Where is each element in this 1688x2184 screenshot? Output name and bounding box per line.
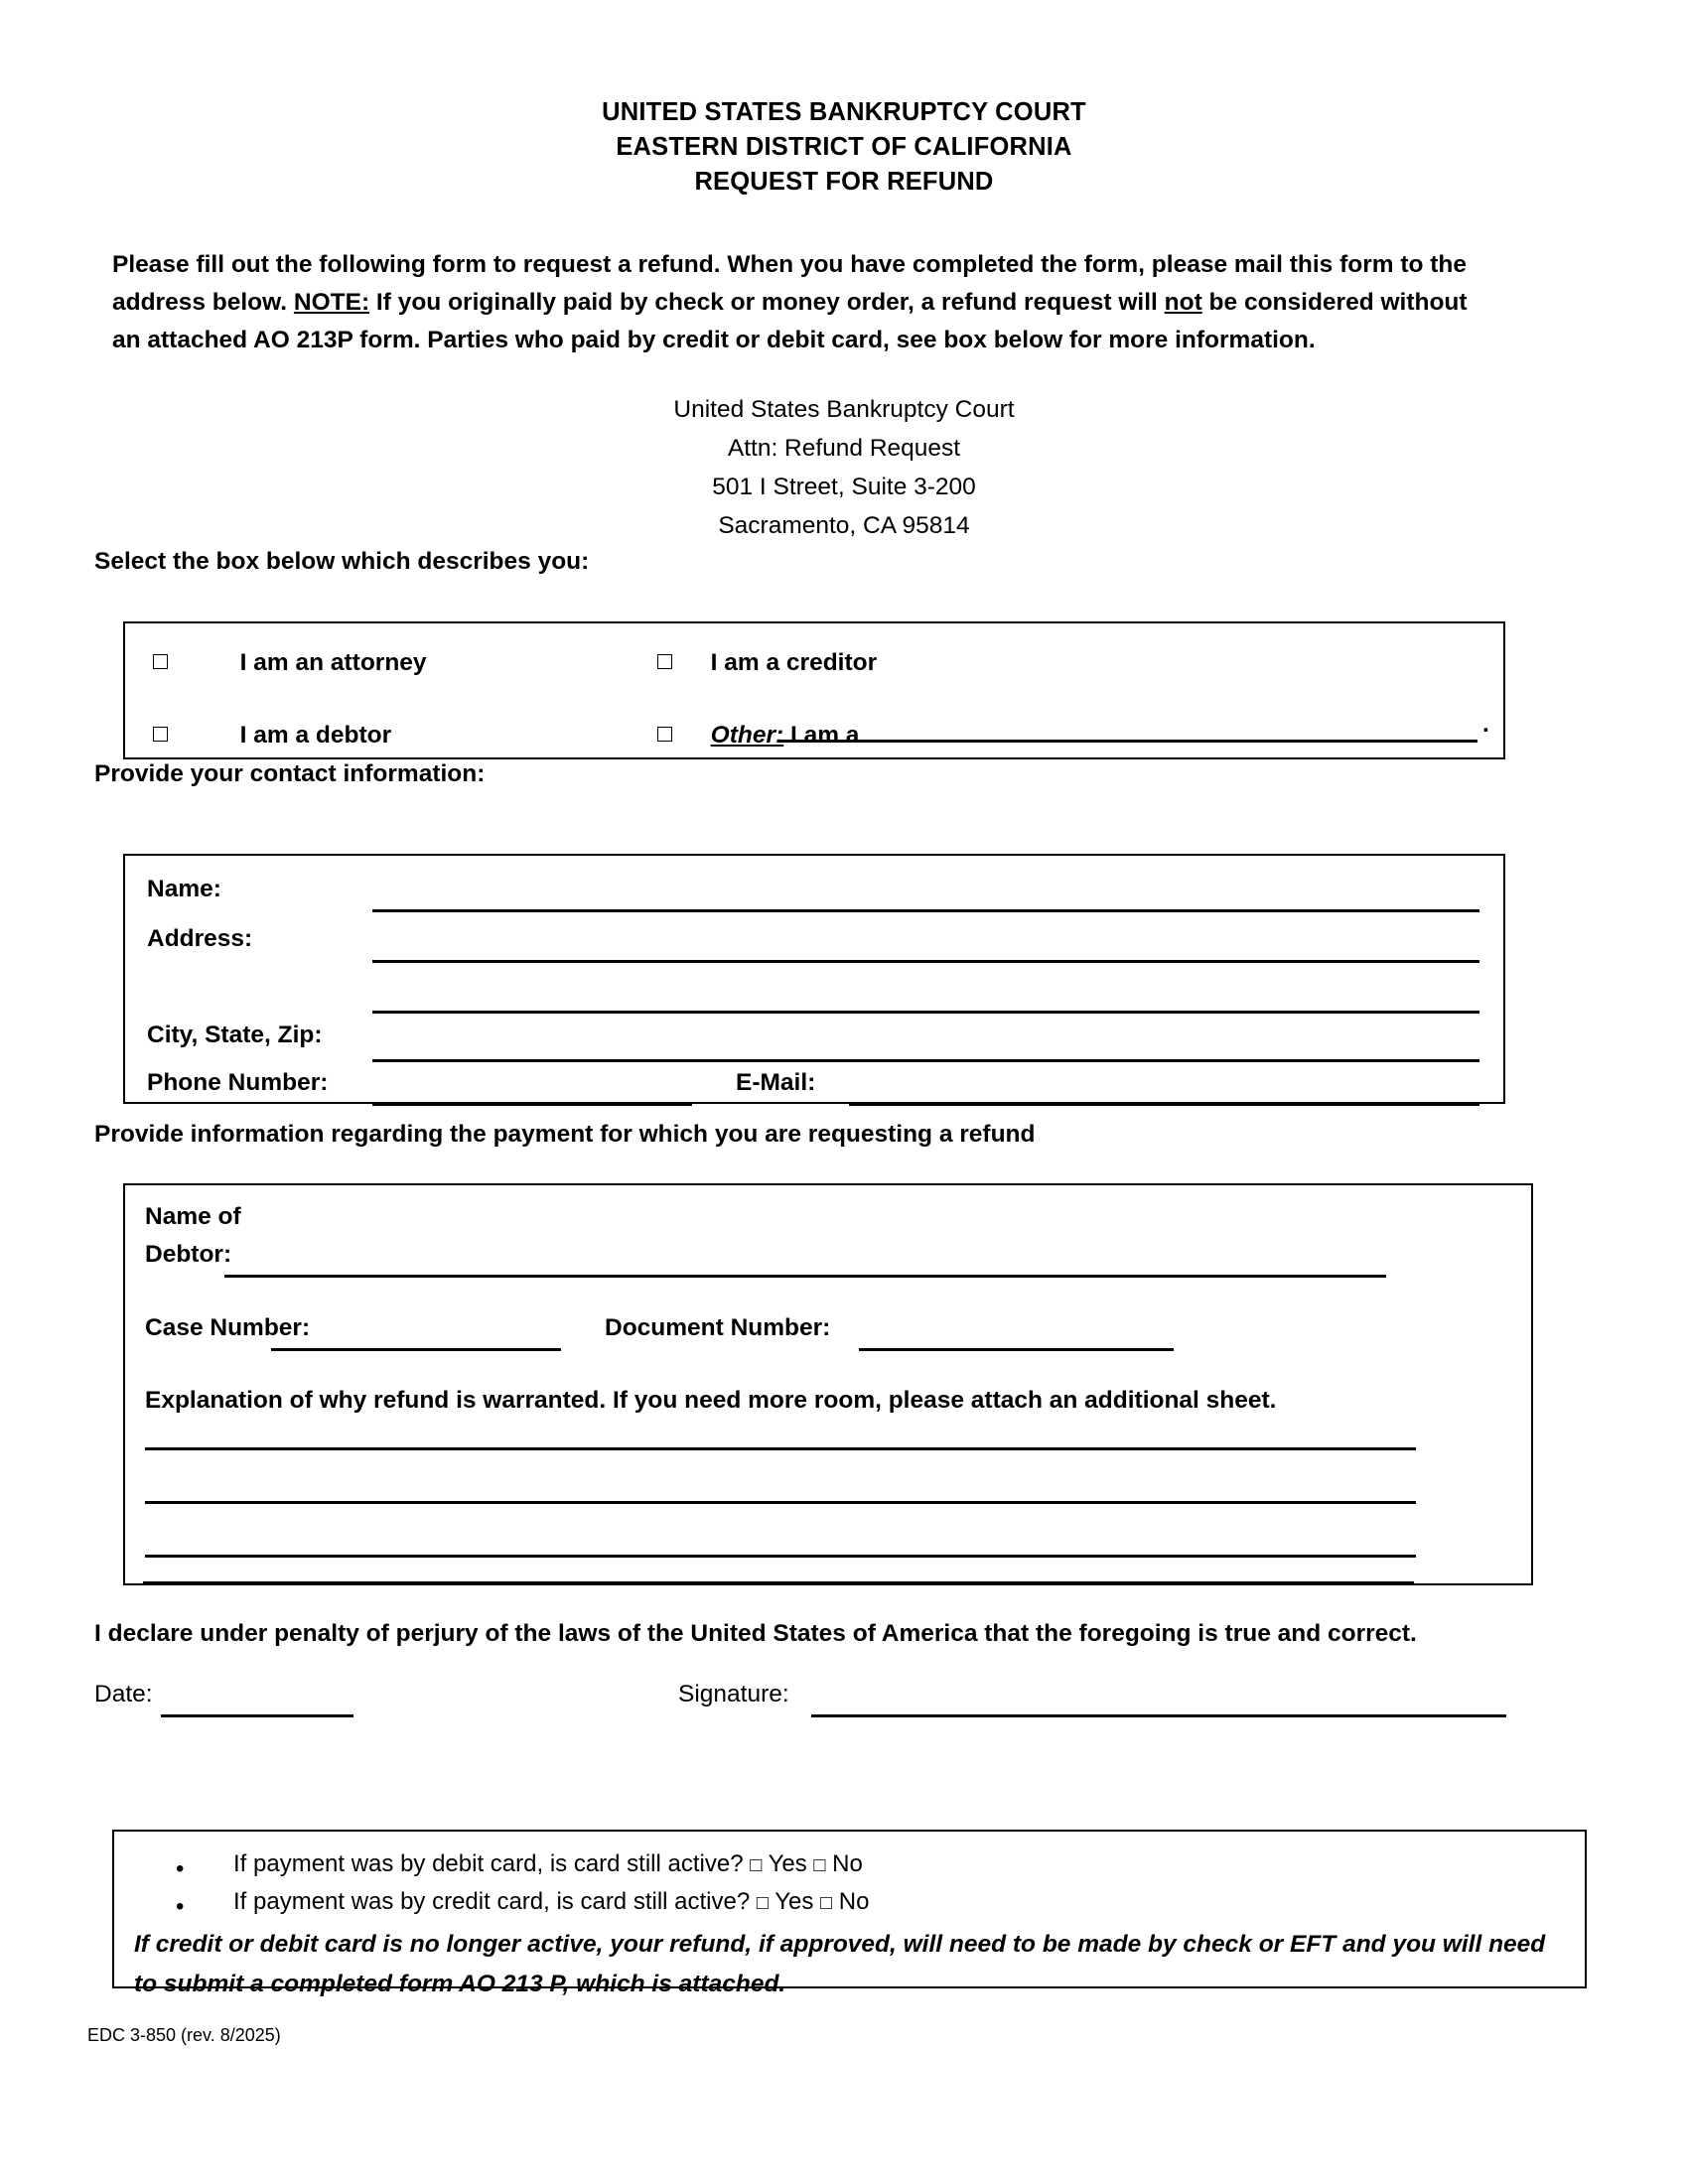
credit-yes-label: Yes xyxy=(774,1888,814,1915)
payment-section-heading: Provide information regarding the payment for which you are requesting a refund xyxy=(94,1121,1036,1148)
bullet-dot-icon-1: • xyxy=(176,1855,185,1882)
notice-bullet-1 xyxy=(233,1850,863,1878)
document-number-input-line[interactable] xyxy=(859,1348,1174,1351)
date-label: Date: xyxy=(94,1681,153,1707)
phone-number-input-line[interactable] xyxy=(372,1103,692,1106)
form-id-footer: EDC 3-850 (rev. 8/2025) xyxy=(87,2025,281,2045)
card-status-notice-box xyxy=(112,1830,1587,1997)
debtor-name-label-line2: Debtor: xyxy=(145,1241,232,1268)
address-line-3: 501 I Street, Suite 3-200 xyxy=(712,474,976,500)
email-input-line[interactable] xyxy=(849,1103,1479,1106)
address-line-2: Attn: Refund Request xyxy=(727,435,961,462)
instructions-part-1: Please fill out the following form to request a refund. When you have completed the form, please mail this form to the address below. xyxy=(112,251,1468,316)
debit-yes-label: Yes xyxy=(768,1850,807,1877)
contact-section-heading: Provide your contact information: xyxy=(94,760,486,787)
explanation-label: Explanation of why refund is warranted. If you need more room, please attach an additional sheet. xyxy=(145,1387,1277,1414)
checkbox-other-icon[interactable] xyxy=(657,727,672,742)
option-debtor[interactable] xyxy=(153,722,391,750)
document-number-label: Document Number: xyxy=(605,1314,831,1341)
court-name-line: UNITED STATES BANKRUPTCY COURT xyxy=(602,98,1086,126)
other-fill-line[interactable] xyxy=(779,740,1477,743)
case-number-label: Case Number: xyxy=(145,1314,311,1341)
address-input-line-2[interactable] xyxy=(372,1011,1479,1014)
name-input-line[interactable] xyxy=(372,909,1479,912)
city-state-zip-input-line[interactable] xyxy=(372,1059,1479,1062)
credit-yes-checkbox-icon[interactable]: □ xyxy=(756,1892,769,1914)
instructions-paragraph xyxy=(112,246,1492,359)
not-emphasis: not xyxy=(1164,289,1202,316)
signature-input-line[interactable] xyxy=(811,1714,1506,1717)
bullet-dot-icon-2: • xyxy=(176,1893,185,1920)
debit-no-label: No xyxy=(832,1850,863,1877)
option-debtor-label: I am a debtor xyxy=(239,722,392,749)
debit-yes-checkbox-icon[interactable]: □ xyxy=(750,1854,763,1876)
notice-bullet-2-text: If payment was by credit card, is card still active? xyxy=(233,1888,751,1915)
district-name-line: EASTERN DISTRICT OF CALIFORNIA xyxy=(616,133,1072,161)
city-state-zip-label: City, State, Zip: xyxy=(147,1022,323,1048)
address-line-1: United States Bankruptcy Court xyxy=(673,396,1015,423)
option-attorney-label: I am an attorney xyxy=(239,649,427,676)
select-section-heading: Select the box below which describes you: xyxy=(94,548,590,575)
date-input-line[interactable] xyxy=(161,1714,353,1717)
address-input-line-1[interactable] xyxy=(372,960,1479,963)
instructions-part-2: If you originally paid by check or money order, a refund request will xyxy=(369,289,1165,316)
explanation-input-line-4[interactable] xyxy=(143,1581,1414,1584)
case-number-input-line[interactable] xyxy=(271,1348,561,1351)
notice-bullet-2 xyxy=(233,1888,869,1916)
notice-bullet-1-text: If payment was by debit card, is card still active? xyxy=(233,1850,744,1877)
credit-no-label: No xyxy=(838,1888,870,1915)
other-trailing-period: . xyxy=(1482,711,1489,738)
explanation-input-line-1[interactable] xyxy=(145,1447,1416,1450)
debtor-name-label-line1: Name of xyxy=(145,1203,241,1230)
address-line-4: Sacramento, CA 95814 xyxy=(718,512,970,539)
explanation-input-line-3[interactable] xyxy=(145,1555,1416,1558)
option-other[interactable] xyxy=(657,722,859,750)
note-label: NOTE: xyxy=(293,289,370,316)
debtor-name-input-line[interactable] xyxy=(224,1275,1386,1278)
page-title xyxy=(0,95,1688,200)
option-creditor[interactable] xyxy=(657,649,877,677)
signature-label: Signature: xyxy=(678,1681,789,1707)
option-other-label: Other: xyxy=(710,722,784,749)
credit-no-checkbox-icon[interactable]: □ xyxy=(820,1892,833,1914)
explanation-input-line-2[interactable] xyxy=(145,1501,1416,1504)
checkbox-debtor-icon[interactable] xyxy=(153,727,168,742)
phone-number-label: Phone Number: xyxy=(147,1069,329,1096)
checkbox-creditor-icon[interactable] xyxy=(657,654,672,669)
instructions-part-3: be considered without an attached AO 213P form. Parties who paid by credit or debit card, see box below for more information. xyxy=(112,289,1468,353)
email-label: E-Mail: xyxy=(736,1069,816,1096)
mailing-address xyxy=(0,390,1688,545)
option-attorney[interactable] xyxy=(153,649,427,677)
debit-no-checkbox-icon[interactable]: □ xyxy=(813,1854,826,1876)
option-creditor-label: I am a creditor xyxy=(710,649,878,676)
perjury-declaration: I declare under penalty of perjury of the laws of the United States of America that the foregoing is true and correct. xyxy=(94,1620,1417,1647)
notice-paragraph: If credit or debit card is no longer active, your refund, if approved, will need to be made by check or EFT and you will need to submit a completed form AO 213 P, which is attached. xyxy=(134,1931,1546,1997)
address-label: Address: xyxy=(147,925,253,952)
form-title-line: REQUEST FOR REFUND xyxy=(694,168,994,196)
option-other-label-rest: I am a xyxy=(783,722,860,749)
checkbox-attorney-icon[interactable] xyxy=(153,654,168,669)
contact-information-box xyxy=(123,854,1505,1104)
name-label: Name: xyxy=(147,876,221,902)
payment-information-box xyxy=(123,1183,1533,1585)
